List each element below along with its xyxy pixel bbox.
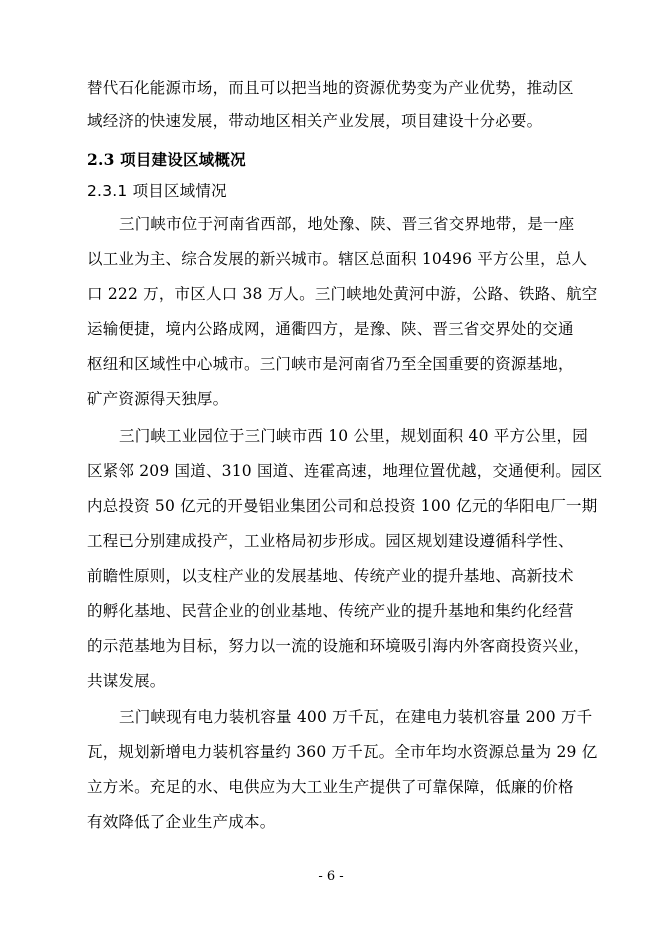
paragraph-1-line-5: 枢纽和区域性中心城市。三门峡市是河南省乃至全国重要的资源基地， (87, 355, 574, 373)
paragraph-2-line-6: 的孵化基地、民营企业的创业基地、传统产业的提升基地和集约化经营 (87, 602, 574, 620)
paragraph-1-line-2: 以工业为主、综合发展的新兴城市。辖区总面积 10496 平方公里，总人 (87, 250, 588, 268)
paragraph-3-line-2: 瓦，规划新增电力装机容量约 360 万千瓦。全市年均水资源总量为 29 亿 (87, 743, 598, 761)
paragraph-2-line-5: 前瞻性原则，以支柱产业的发展基地、传统产业的提升基地、高新技术 (87, 567, 574, 585)
page-number: - 6 - (318, 869, 344, 884)
paragraph-1-line-3: 口 222 万，市区人口 38 万人。三门峡地处黄河中游，公路、铁路、航空 (87, 285, 598, 303)
intro-line-1: 替代石化能源市场，而且可以把当地的资源优势变为产业优势，推动区 (87, 79, 574, 97)
paragraph-1-line-4: 运输便捷，境内公路成网，通衢四方，是豫、陕、晋三省交界处的交通 (87, 320, 574, 338)
paragraph-2-line-2: 区紧邻 209 国道、310 国道、连霍高速，地理位置优越，交通便利。园区 (87, 462, 603, 480)
paragraph-2-line-4: 工程已分别建成投产，工业格局初步形成。园区规划建设遵循科学性、 (87, 532, 574, 550)
intro-line-2: 域经济的快速发展，带动地区相关产业发展，项目建设十分必要。 (87, 112, 543, 130)
paragraph-3-line-3: 立方米。充足的水、电供应为大工业生产提供了可靠保障，低廉的价格 (87, 778, 574, 796)
paragraph-2-line-7: 的示范基地为目标，努力以一流的设施和环境吸引海内外客商投资兴业， (87, 637, 590, 655)
paragraph-3-line-1: 三门峡现有电力装机容量 400 万千瓦，在建电力装机容量 200 万千 (119, 708, 593, 726)
section-subheading: 2.3.1 项目区域情况 (87, 182, 227, 200)
paragraph-2-line-8: 共谋发展。 (87, 672, 166, 690)
paragraph-2-line-1: 三门峡工业园位于三门峡市西 10 公里，规划面积 40 平方公里，园 (119, 427, 588, 445)
paragraph-1-line-6: 矿产资源得天独厚。 (87, 390, 229, 408)
paragraph-3-line-4: 有效降低了企业生产成本。 (87, 813, 276, 831)
paragraph-2-line-3: 内总投资 50 亿元的开曼铝业集团公司和总投资 100 亿元的华阳电厂一期 (87, 497, 598, 515)
section-heading: 2.3 项目建设区域概况 (87, 150, 246, 169)
paragraph-1-line-1: 三门峡市位于河南省西部，地处豫、陕、晋三省交界地带，是一座 (119, 215, 575, 233)
